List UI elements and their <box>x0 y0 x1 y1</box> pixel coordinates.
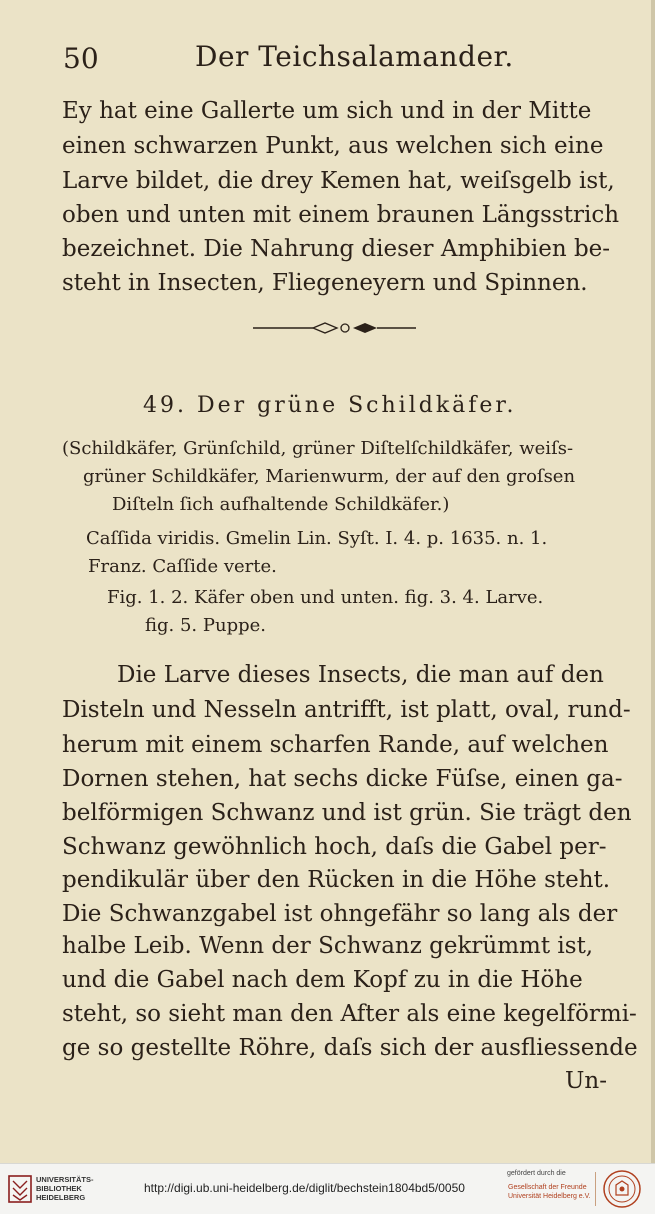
sponsor-name-line: Gesellschaft der Freunde <box>508 1184 587 1191</box>
section-title: 49. Der grüne Schildkäfer. <box>143 393 517 418</box>
library-logo-icon <box>8 1174 32 1204</box>
text-line: steht, so sieht man den After als eine kegelförmi- <box>62 1001 637 1027</box>
text-line: pendikulär über den Rücken in die Höhe steht. <box>62 867 611 893</box>
text-line: und die Gabel nach dem Kopf zu in die Höhe <box>62 967 583 993</box>
library-name <box>36 1175 94 1202</box>
text-line: Schwanz gewöhnlich hoch, daſs die Gabel per- <box>62 834 607 860</box>
synonym-line: (Schildkäfer, Grünſchild, grüner Diſtelſchildkäfer, weiſs- <box>62 438 574 459</box>
divider <box>595 1172 596 1206</box>
page-number: 50 <box>63 42 99 75</box>
sponsor-name-line: Universität Heidelberg e.V. <box>508 1193 591 1200</box>
text-line: belförmigen Schwanz und ist grün. Sie trägt den <box>62 800 632 826</box>
synonym-line: Diſteln ſich aufhaltende Schildkäfer.) <box>112 494 450 515</box>
permalink-url[interactable]: http://digi.ub.uni-heidelberg.de/diglit/bechstein1804bd5/0050 <box>144 1181 465 1195</box>
figure-line: fig. 5. Puppe. <box>145 615 266 636</box>
synonym-line: grüner Schildkäfer, Marienwurm, der auf den groſsen <box>83 466 576 487</box>
text-line: ge so gestellte Röhre, daſs sich der ausfliessende <box>62 1035 638 1061</box>
running-title: Der Teichsalamander. <box>195 40 514 73</box>
text-line: einen schwarzen Punkt, aus welchen sich eine <box>62 133 604 159</box>
text-line: halbe Leib. Wenn der Schwanz gekrümmt ist, <box>62 933 594 959</box>
reference-line: Franz. Caſſide verte. <box>88 556 277 577</box>
sponsor-name <box>508 1183 591 1201</box>
text-line: herum mit einem scharfen Rande, auf welchen <box>62 732 609 758</box>
text-line: Ey hat eine Gallerte um sich und in der Mitte <box>62 98 592 124</box>
library-name-line: UNIVERSITÄTS- <box>36 1175 94 1184</box>
library-name-line: HEIDELBERG <box>36 1193 86 1202</box>
sponsor-label: gefördert durch die <box>507 1170 566 1177</box>
page-edge <box>651 0 655 1163</box>
text-line: steht in Insecten, Fliegeneyern und Spinnen. <box>62 270 588 296</box>
reference-line: Caſſida viridis. Gmelin Lin. Syſt. I. 4. p. 1635. n. 1. <box>86 528 548 549</box>
text-line: Disteln und Nesseln antrifft, ist platt, oval, rund- <box>62 697 631 723</box>
ornament-separator <box>253 320 416 336</box>
text-line: oben und unten mit einem braunen Längsstrich <box>62 202 620 228</box>
figure-line: Fig. 1. 2. Käfer oben und unten. fig. 3. 4. Larve. <box>107 587 544 608</box>
library-name-line: BIBLIOTHEK <box>36 1184 82 1193</box>
viewer-footer <box>0 1163 655 1214</box>
text-line: Dornen stehen, hat sechs dicke Füſse, einen ga- <box>62 766 623 792</box>
text-line: Die Schwanzgabel ist ohngefähr so lang als der <box>62 901 618 927</box>
text-line: bezeichnet. Die Nahrung dieser Amphibien be- <box>62 236 611 262</box>
university-seal-icon <box>602 1169 642 1209</box>
catchword: Un- <box>565 1068 607 1094</box>
text-line: Larve bildet, die drey Kemen hat, weiſsgelb ist, <box>62 168 615 194</box>
text-line: Die Larve dieses Insects, die man auf den <box>117 662 604 688</box>
